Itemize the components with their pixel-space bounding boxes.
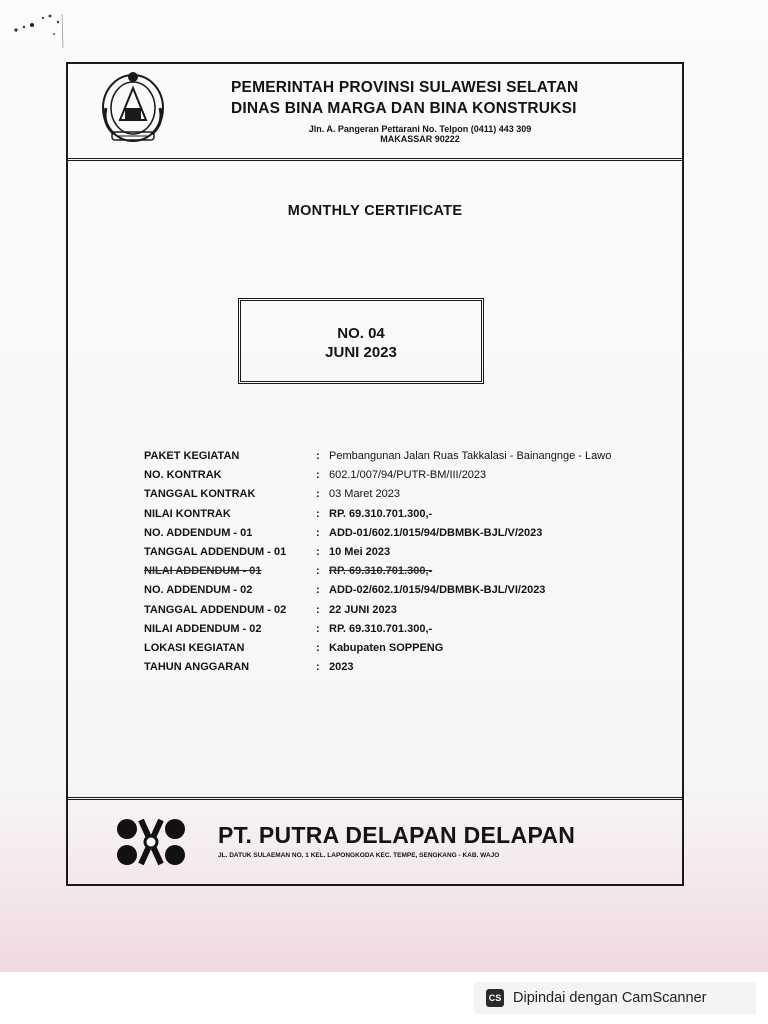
certificate-period: JUNI 2023 xyxy=(325,344,397,361)
field-label: NILAI ADDENDUM - 02 xyxy=(144,622,262,635)
certificate-number: NO. 04 xyxy=(337,325,385,342)
field-value: ADD-01/602.1/015/94/DBMBK-BJL/V/2023 xyxy=(329,526,543,539)
company-name: PT. PUTRA DELAPAN DELAPAN xyxy=(218,822,576,848)
field-value: 22 JUNI 2023 xyxy=(329,603,397,616)
department-title: DINAS BINA MARGA DAN BINA KONSTRUKSI xyxy=(231,100,577,117)
provincial-emblem-icon xyxy=(98,68,168,146)
field-value: Pembangunan Jalan Ruas Takkalasi - Bainangnge - Lawo xyxy=(329,450,612,462)
company-88-logo-icon xyxy=(114,816,188,868)
office-city: MAKASSAR 90222 xyxy=(380,134,460,144)
field-label: TANGGAL ADDENDUM - 02 xyxy=(144,603,287,616)
field-row: TAHUN ANGGARAN : 2023 xyxy=(144,661,354,674)
office-address: Jln. A. Pangeran Pettarani No. Telpon (0411) 443 309 xyxy=(308,124,532,134)
field-row: NO. KONTRAK : 602.1/007/94/PUTR-BM/III/2023 xyxy=(144,469,487,482)
field-value: 602.1/007/94/PUTR-BM/III/2023 xyxy=(329,469,487,482)
field-value: 10 Mei 2023 xyxy=(329,545,391,558)
field-label: NO. KONTRAK xyxy=(144,469,222,482)
field-row: NO. ADDENDUM - 01 : ADD-01/602.1/015/94/DBMBK-BJL/V/2023 xyxy=(144,526,543,539)
field-row: LOKASI KEGIATAN : Kabupaten SOPPENG xyxy=(144,641,444,654)
field-label: PAKET KEGIATAN xyxy=(144,450,240,462)
field-label: TAHUN ANGGARAN xyxy=(144,661,250,674)
field-row-struck: NILAI ADDENDUM - 01 : RP. 69.310.701.300,- xyxy=(144,565,433,578)
field-value: Kabupaten SOPPENG xyxy=(329,641,444,654)
camscanner-watermark xyxy=(474,982,756,1014)
field-row: NILAI KONTRAK : RP. 69.310.701.300,- xyxy=(144,507,433,520)
field-label: LOKASI KEGIATAN xyxy=(144,641,245,654)
field-row: TANGGAL ADDENDUM - 02 : 22 JUNI 2023 xyxy=(144,603,397,616)
contract-details xyxy=(144,450,684,680)
field-label: NILAI KONTRAK xyxy=(144,507,231,520)
government-title: PEMERINTAH PROVINSI SULAWESI SELATAN xyxy=(231,79,579,96)
camscanner-label: Dipindai dengan CamScanner xyxy=(513,990,707,1006)
field-row: NILAI ADDENDUM - 02 : RP. 69.310.701.300,- xyxy=(144,622,433,635)
certificate-number-box xyxy=(238,298,484,384)
company-footer xyxy=(68,797,682,884)
document-title: MONTHLY CERTIFICATE xyxy=(287,203,463,219)
field-value: RP. 69.310.701.300,- xyxy=(329,565,433,578)
field-value: 2023 xyxy=(329,661,354,674)
field-label: NILAI ADDENDUM - 01 xyxy=(144,565,262,578)
field-label: TANGGAL KONTRAK xyxy=(144,488,256,501)
scan-specks xyxy=(10,8,80,48)
field-value: RP. 69.310.701.300,- xyxy=(329,507,433,520)
field-row: PAKET KEGIATAN : Pembangunan Jalan Ruas Takkalasi - Bainangnge - Lawo xyxy=(144,450,612,462)
field-label: TANGGAL ADDENDUM - 01 xyxy=(144,545,287,558)
company-address: JL. DATUK SULAEMAN NO. 1 KEL. LAPONGKODA KEC. TEMPE, SENGKANG - KAB. WAJO xyxy=(218,852,500,859)
camscanner-icon: CS xyxy=(486,989,504,1007)
field-row: TANGGAL ADDENDUM - 01 : 10 Mei 2023 xyxy=(144,545,391,558)
field-value: ADD-02/602.1/015/94/DBMBK-BJL/VI/2023 xyxy=(329,584,546,597)
certificate-frame xyxy=(66,62,684,886)
field-row: TANGGAL KONTRAK : 03 Maret 2023 xyxy=(144,488,400,501)
letterhead xyxy=(68,64,682,161)
field-label: NO. ADDENDUM - 02 xyxy=(144,584,253,597)
field-value: RP. 69.310.701.300,- xyxy=(329,622,433,635)
field-label: NO. ADDENDUM - 01 xyxy=(144,526,253,539)
field-row: NO. ADDENDUM - 02 : ADD-02/602.1/015/94/DBMBK-BJL/VI/2023 xyxy=(144,584,546,597)
field-value: 03 Maret 2023 xyxy=(329,488,400,501)
